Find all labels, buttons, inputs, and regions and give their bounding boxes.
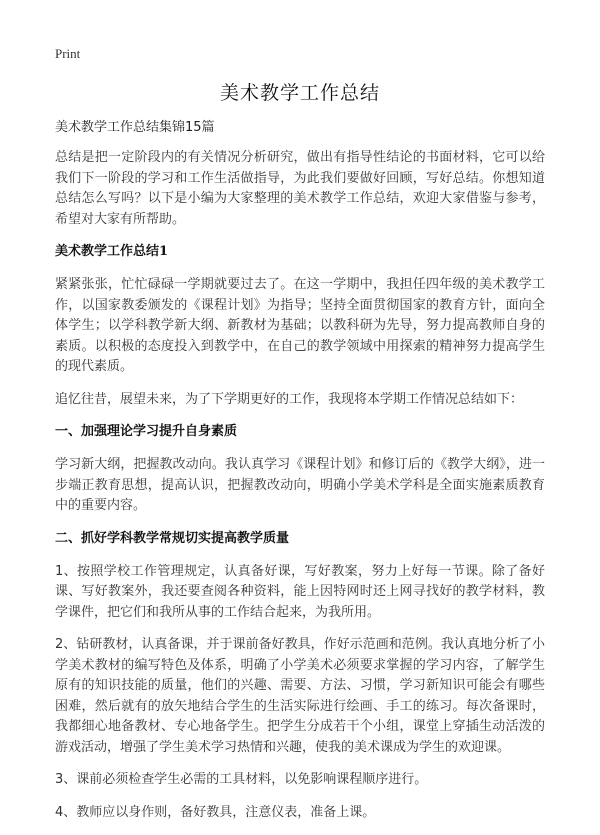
list-item-4: 4、教师应以身作则，备好教具，注意仪表，准备上课。 (55, 804, 376, 820)
summary-1-paragraph: 紧紧张张，忙忙碌碌一学期就要过去了。在这一学期中，我担任四年级的美术教学工作，以国家教委颁发的《课程计划》为指导；坚持全面贯彻国家的教育方针，面向全体学生；以学科教学新大纲、新教材为基础；以教科研为先导，努力提高教师自身的素质。以积极的态度投入到教学中，在自己的教学领域中用探索的精神努力提高学生的现代素质。 (55, 277, 545, 374)
list-item-3: 3、课前必须检查学生必需的工具材料，以免影响课程顺序进行。 (55, 772, 428, 787)
intro-paragraph: 总结是把一定阶段内的有关情况分析研究，做出有指导性结论的书面材料，它可以给我们下一阶段的学习和工作生活做指导，为此我们要做好回顾，写好总结。你想知道总结怎么写吗？以下是小编为大家整理的美术教学工作总结，欢迎大家借鉴与参考，希望对大家有所帮助。 (55, 150, 545, 227)
section-2-heading: 二、抓好学科教学常规切实提高教学质量 (55, 530, 290, 546)
page-title: 美术教学工作总结 (219, 82, 380, 104)
document-subtitle: 美术教学工作总结集锦15篇 (55, 120, 215, 135)
section-1-paragraph: 学习新大纲，把握教改动向。我认真学习《课程计划》和修订后的《教学大纲》，进一步端正教育思想，提高认识，把握教改动向，明确小学美术学科是全面实施素质教育中的重要内容。 (55, 457, 545, 513)
review-paragraph: 追忆往昔，展望未来，为了下学期更好的工作，我现将本学期工作情况总结如下： (55, 391, 524, 407)
list-item-1: 1、按照学校工作管理规定，认真备好课，写好教案，努力上好每一节课。除了备好课、写好教案外，我还要查阅各种资料，能上因特网时还上网寻找好的教学材料，教学课件，把它们和我所从事的工作结合起来，为我所用。 (55, 563, 545, 620)
section-1-heading: 一、加强理论学习提升自身素质 (55, 424, 238, 439)
summary-1-heading: 美术教学工作总结1 (55, 244, 169, 259)
list-item-2: 2、钻研教材，认真备课，并于课前备好教具，作好示范画和范例。我认真地分析了小学美术教材的编写特色及体系，明确了小学美术必须要求掌握的学习内容，了解学生原有的知识技能的质量，他们的兴趣、需要、方法、习惯，学习新知识可能会有哪些困难，然后就有的放矢地结合学生的生活实际进行绘画、手工的练习。每次备课时，我都细心地备教材、专心地备学生。把学生分成若干个小组，课堂上穿插生动活泼的游戏活动，增强了学生美术学习热情和兴趣，使我的美术课成为学生的欢迎课。 (55, 637, 545, 755)
print-link[interactable]: Print (55, 46, 81, 61)
document-body (55, 118, 545, 835)
